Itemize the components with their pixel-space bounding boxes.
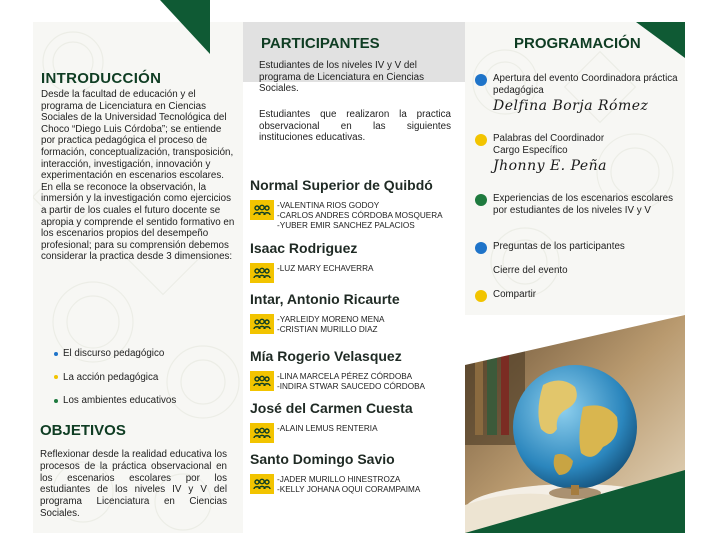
program-dot-icon	[475, 290, 487, 302]
student-name: -LUZ MARY ECHAVERRA	[277, 264, 374, 273]
program-item	[475, 73, 685, 114]
objectives-title: OBJETIVOS	[40, 422, 126, 439]
school-block	[250, 240, 460, 283]
program-item	[475, 241, 685, 254]
program-item-text: Palabras del Coordinador Cargo Específico	[493, 133, 605, 156]
program-dot-icon	[475, 242, 487, 254]
student-list	[277, 264, 373, 274]
bullet-dot-icon	[54, 399, 58, 403]
dimensions-list	[54, 342, 234, 413]
photo-overlay-shape	[465, 315, 685, 375]
school-block	[250, 291, 460, 335]
signature: Jhonny E. Peña	[493, 158, 608, 174]
student-name: -INDIRA STWAR SAUCEDO CÓRDOBA	[277, 382, 425, 391]
intro-title: INTRODUCCIÓN	[41, 70, 162, 87]
corner-triangle-right	[636, 22, 685, 58]
program-item	[475, 133, 685, 174]
participants-title: PARTICIPANTES	[261, 35, 380, 52]
objectives-text: Reflexionar desde la realidad educativa los procesos de la práctica observacional en los escenarios escolares por los estudiantes de los niveles IV y V del programa Licenciatura en Ciencias Sociales.	[40, 449, 227, 519]
photo-green-band	[465, 470, 685, 533]
school-name: José del Carmen Cuesta	[250, 400, 413, 416]
intro-text: Desde la facultad de educación y el programa de Licenciatura en Ciencias Sociales de la Universidad Tecnológica del Choco “Diego Luis Córdoba”; se entiende por practica pedagógica el proceso de formación, conceptualización, transposición, interacción, investigación, innovación y experimentación en escenarios escolares. En ella se reconoce la observación, la inmersión y la investigación como ejercicios a partir de los cuales el futuro docente se apropia y comprende el sentido formativo en los escenarios propios del desempeño profesional; para su comprensión debemos considerar la practica desde 3 dimensiones:	[41, 89, 235, 263]
participants-intro: Estudiantes de los niveles IV y V del programa de Licenciatura en Ciencias Sociales.	[259, 60, 425, 95]
program-dot-icon	[475, 134, 487, 146]
list-item	[54, 342, 234, 366]
people-icon	[250, 200, 274, 220]
list-item	[54, 389, 234, 413]
student-name: -LINA MARCELA PÉREZ CÓRDOBA	[277, 372, 413, 381]
program-item-text: Apertura del evento Coordinadora práctica pedagógica	[493, 73, 678, 96]
student-list	[277, 372, 425, 392]
people-icon	[250, 314, 274, 334]
school-name: Santo Domingo Savio	[250, 451, 395, 467]
student-list	[277, 315, 385, 335]
school-name: Mía Rogerio Velasquez	[250, 348, 402, 364]
program-title: PROGRAMACIÓN	[514, 35, 641, 52]
list-item	[54, 366, 234, 390]
program-item	[475, 289, 685, 302]
student-name: -CRISTIAN MURILLO DIAZ	[277, 325, 378, 334]
program-dot-icon	[475, 266, 487, 278]
student-list	[277, 424, 378, 434]
dimension-label: La acción pedagógica	[63, 371, 159, 383]
student-name: -ALAIN LEMUS RENTERIA	[277, 424, 378, 433]
program-item	[475, 265, 685, 278]
program-item-text: Compartir	[493, 289, 537, 300]
bullet-dot-icon	[54, 352, 58, 356]
student-name: -YUBER EMIR SANCHEZ PALACIOS	[277, 221, 415, 230]
dimension-label: El discurso pedagógico	[63, 348, 165, 360]
student-list	[277, 201, 443, 231]
program-item-text: Preguntas de los participantes	[493, 241, 625, 252]
school-name: Normal Superior de Quibdó	[250, 177, 433, 193]
signature: Delfina Borja Rómez	[493, 98, 649, 114]
people-icon	[250, 371, 274, 391]
people-icon	[250, 263, 274, 283]
program-dot-icon	[475, 194, 487, 206]
corner-triangle-left	[160, 0, 210, 54]
school-name: Isaac Rodriguez	[250, 240, 358, 256]
student-name: -CARLOS ANDRES CÓRDOBA MOSQUERA	[277, 211, 443, 220]
student-name: -YARLEIDY MORENO MENA	[277, 315, 385, 324]
school-block	[250, 177, 460, 231]
student-list	[277, 475, 420, 495]
student-name: -JADER MURILLO HINESTROZA	[277, 475, 401, 484]
people-icon	[250, 474, 274, 494]
student-name: -VALENTINA RIOS GODOY	[277, 201, 380, 210]
program-item-text: Experiencias de los escenarios escolares por estudiantes de los niveles IV y V	[493, 193, 673, 216]
student-name: -KELLY JOHANA OQUI CORAMPAIMA	[277, 485, 421, 494]
dimension-label: Los ambientes educativos	[63, 395, 177, 407]
program-item-text: Cierre del evento	[493, 265, 568, 276]
program-item	[475, 193, 685, 216]
people-icon	[250, 423, 274, 443]
program-dot-icon	[475, 74, 487, 86]
school-block	[250, 400, 460, 443]
school-block	[250, 348, 460, 392]
school-name: Intar, Antonio Ricaurte	[250, 291, 400, 307]
bullet-dot-icon	[54, 375, 58, 379]
participants-institutions-text: Estudiantes que realizaron la practica observacional en las siguientes instituciones educativas.	[259, 109, 451, 144]
school-block	[250, 451, 460, 495]
